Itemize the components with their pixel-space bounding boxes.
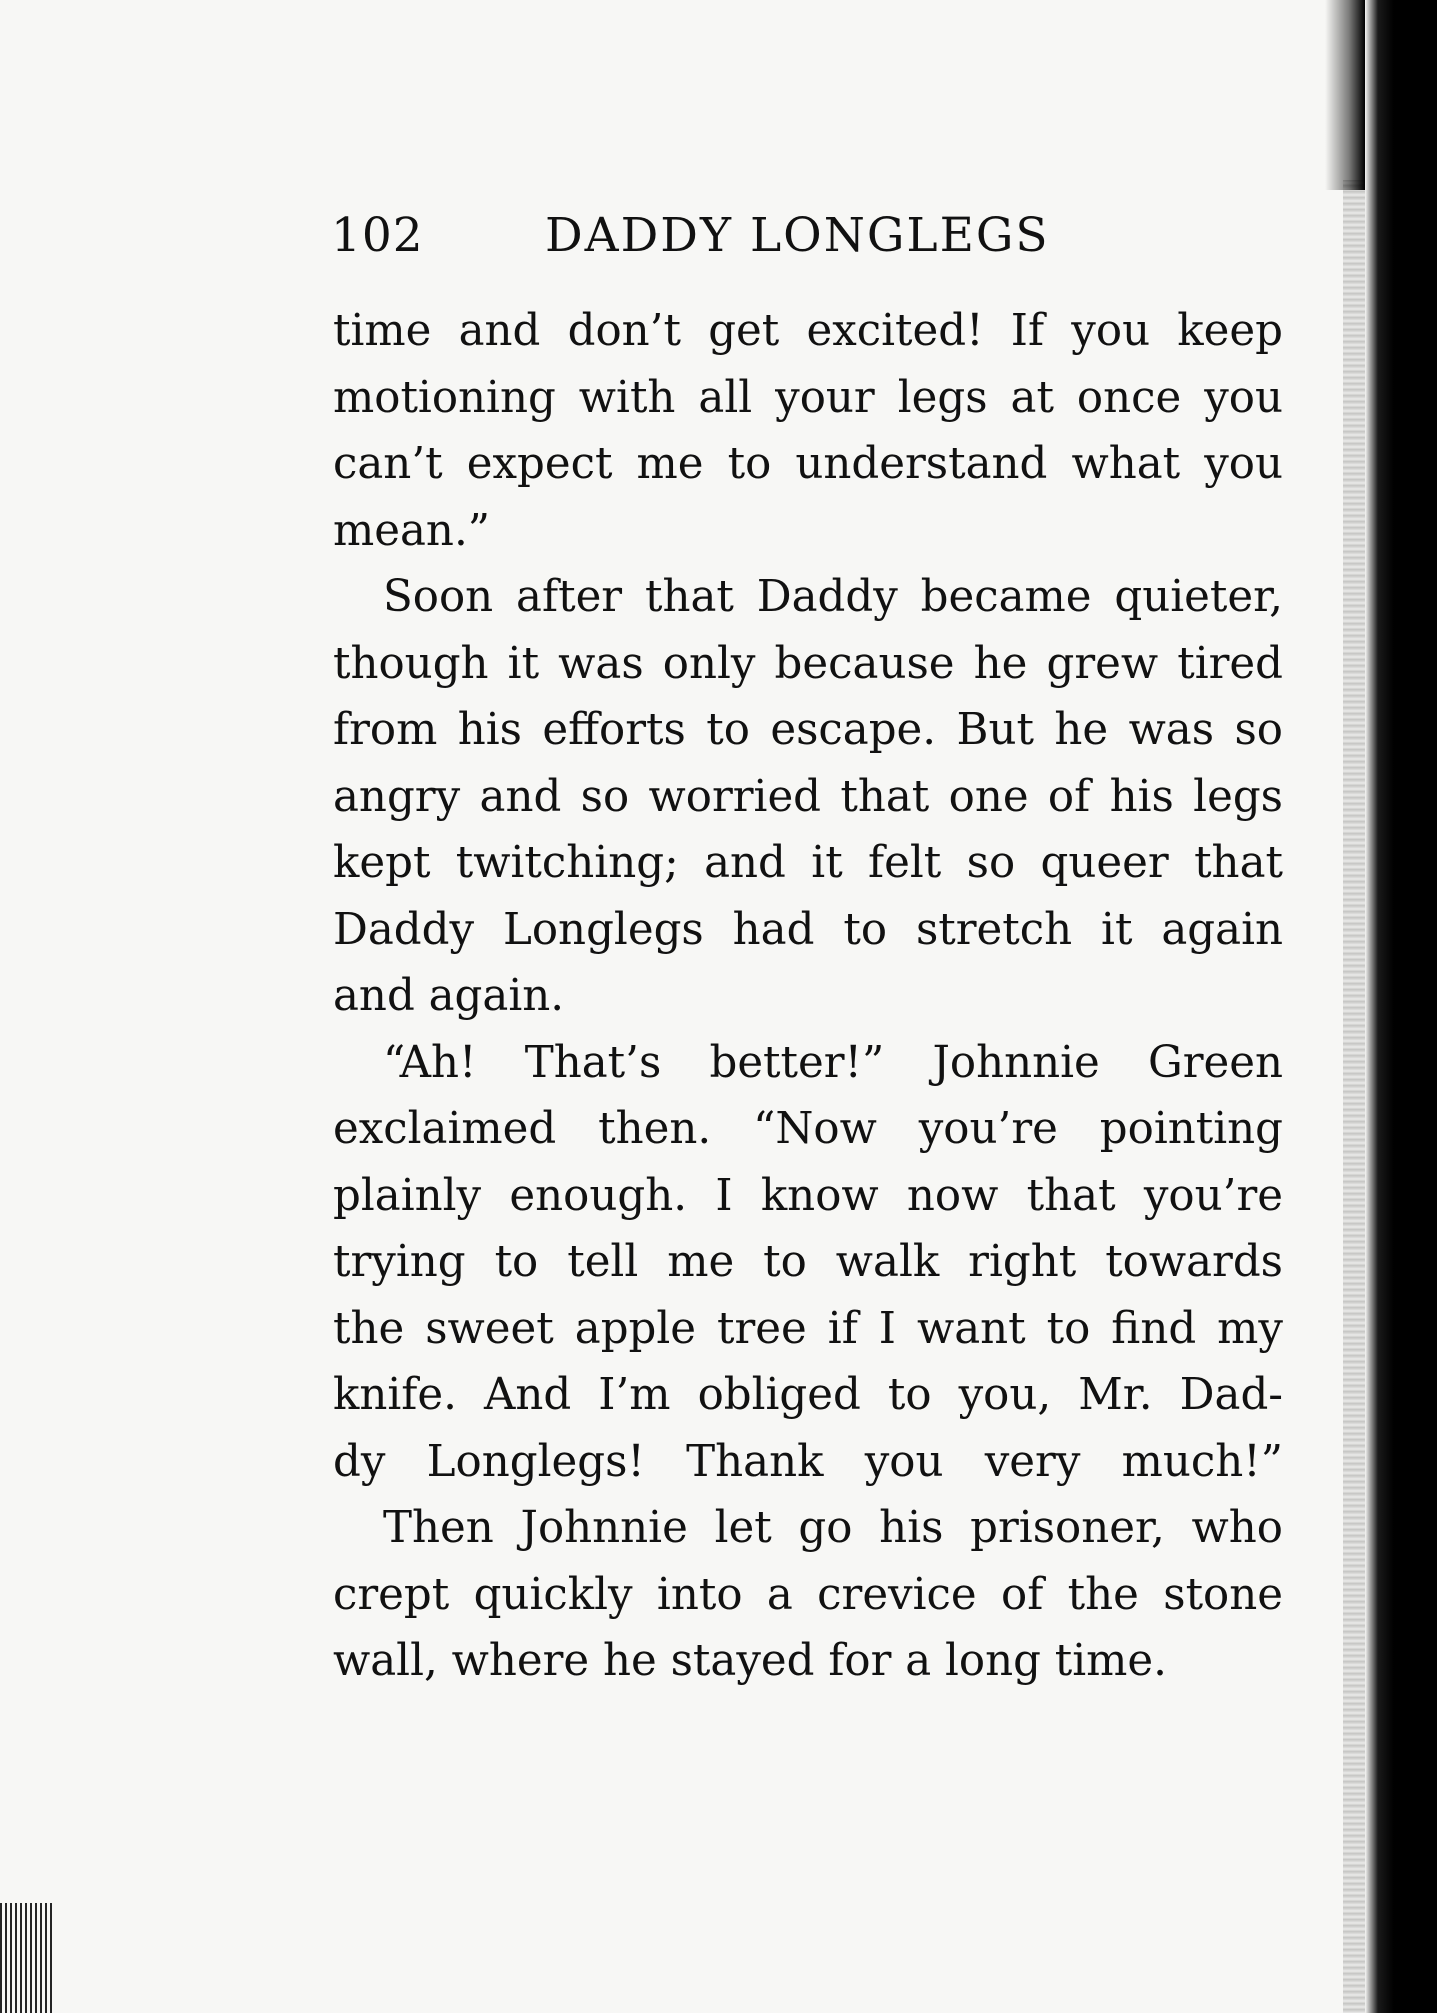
- text-line: crept quickly into a crevice of the stone: [333, 1569, 1283, 1620]
- scan-artifact: [0, 1903, 54, 2013]
- text-line: Soon after that Daddy became quieter,: [383, 572, 1283, 622]
- page-number: 102: [331, 208, 424, 263]
- text-line: though it was only because he grew tired: [333, 638, 1283, 689]
- text-line: dy Longlegs! Thank you very much!”: [333, 1436, 1283, 1487]
- text-line: Daddy Longlegs had to stretch it again: [333, 904, 1283, 955]
- text-line: time and don’t get excited! If you keep: [333, 306, 1283, 356]
- text-line: kept twitching; and it felt so queer that: [333, 838, 1283, 888]
- text-line: exclaimed then. “Now you’re pointing: [333, 1104, 1283, 1154]
- running-head: DADDY LONGLEGS: [545, 208, 1050, 263]
- page-edge-shadow: [1365, 0, 1437, 2013]
- text-line: mean.”: [333, 505, 491, 556]
- text-line: wall, where he stayed for a long time.: [333, 1636, 1167, 1686]
- text-line: can’t expect me to understand what you: [333, 439, 1283, 489]
- page-edge-shadow-top: [1325, 0, 1365, 190]
- text-line: angry and so worried that one of his legs: [333, 771, 1283, 822]
- text-line: and again.: [333, 971, 565, 1021]
- text-line: trying to tell me to walk right towards: [333, 1237, 1283, 1287]
- text-line: from his efforts to escape. But he was so: [333, 705, 1283, 755]
- page-edge-speckle: [1343, 180, 1365, 2013]
- text-line: “Ah! That’s better!” Johnnie Green: [383, 1037, 1283, 1088]
- text-line: plainly enough. I know now that you’re: [333, 1170, 1283, 1221]
- body-text: [333, 298, 1283, 1695]
- text-line: Then Johnnie let go his prisoner, who: [383, 1503, 1283, 1553]
- text-line: the sweet apple tree if I want to find my: [333, 1303, 1283, 1354]
- page-header: [331, 206, 1091, 266]
- text-line: motioning with all your legs at once you: [333, 372, 1283, 423]
- text-line: knife. And I’m obliged to you, Mr. Dad-: [333, 1370, 1283, 1420]
